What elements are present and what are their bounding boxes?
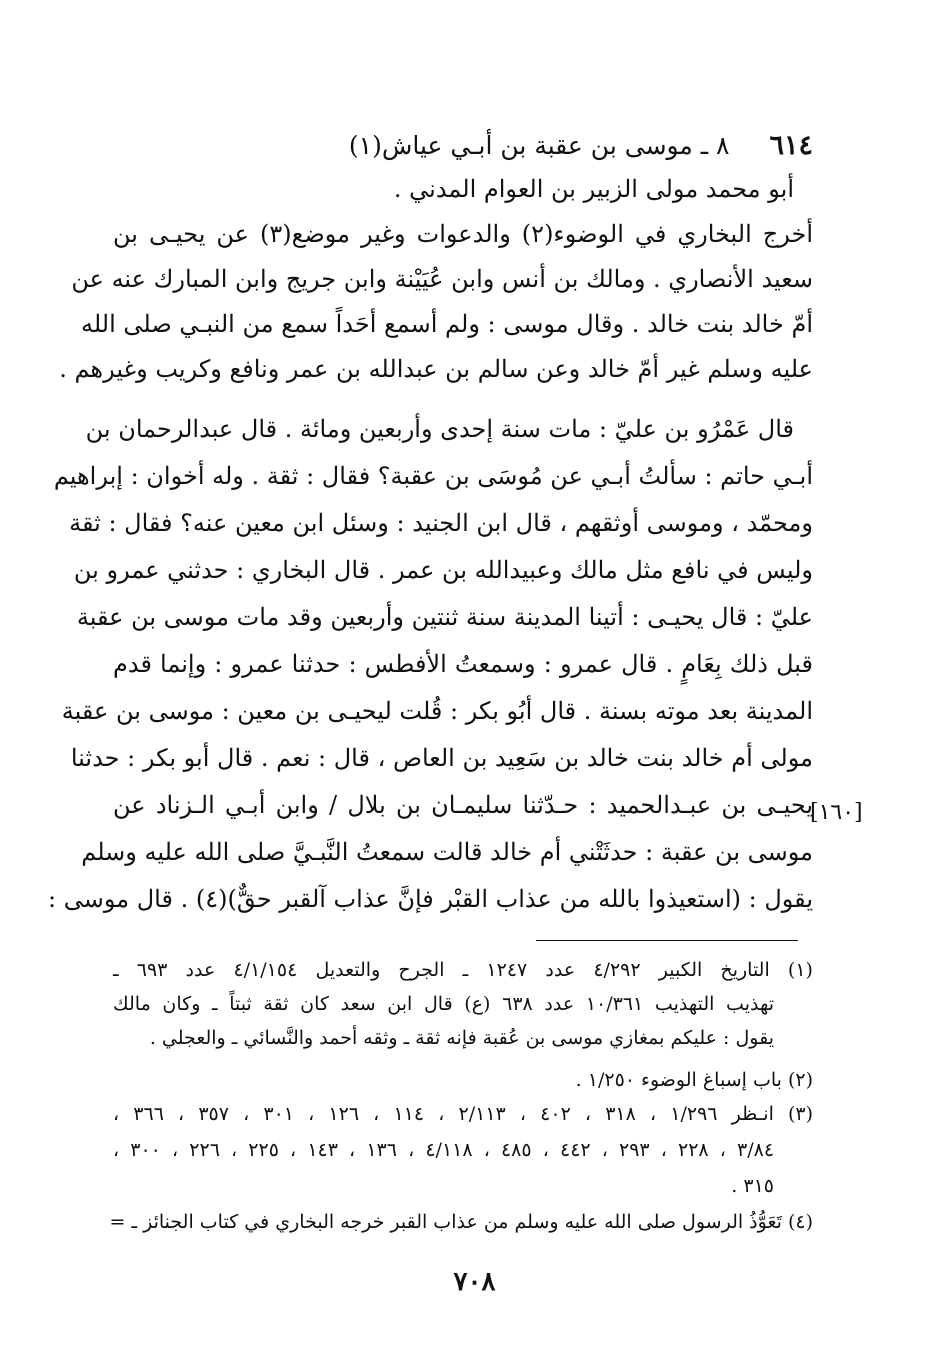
- body-line: يحيـى بن عبـدالحميد : حـدّثنا سليمـان بن بلال / وابن أبـي الـزناد عن: [113, 791, 813, 819]
- body-line: قال عَمْرُو بن عليّ : مات سنة إحدى وأربعين ومائة . قال عبدالرحمان بن: [85, 415, 794, 443]
- body-line: مولى أم خالد بنت خالد بن سَعِيد بن العاص ، قال : نعم . قال أبو بكر : حدثنا: [70, 744, 813, 772]
- body-line: المدينة بعد موته بسنة . قال أبُو بكر : قُلت ليحيـى بن معين : موسى بن عقبة: [61, 697, 813, 725]
- body-line: عليّ : قال يحيـى : أتينا المدينة سنة ثنتين وأربعين وقد مات موسى بن عقبة: [76, 603, 813, 631]
- footnote-line: تهذيب التهذيب ١٠/٣٦١ عدد ٦٣٨ (ع) قال ابن سعد كان ثقة ثبتاً ـ وكان مالك: [113, 993, 774, 1015]
- footnote-line: (١) التاريخ الكبير ٤/٢٩٢ عدد ١٢٤٧ ـ الجرح والتعديل ٤/١/١٥٤ عدد ٦٩٣ ـ: [113, 959, 813, 981]
- footnote-line: (٣) انـظر ١/٢٩٦ ، ٣١٨ ، ٤٠٢ ، ٢/١١٣ ، ١١٤ ، ١٢٦ ، ٣٠١ ، ٣٥٧ ، ٣٦٦ ،: [113, 1103, 814, 1125]
- body-line: سعيد الأنصاري . ومالك بن أنس وابن عُيَيْنة وابن جريج وابن المبارك عنه عن: [71, 265, 813, 293]
- body-line: أبو محمد مولى الزبير بن العوام المدني .: [393, 175, 794, 203]
- body-line: أخرج البخاري في الوضوء(٢) والدعوات وغير موضع(٣) عن يحيـى بن: [113, 220, 813, 248]
- footnote-line: ٣/٨٤ ، ٢٢٨ ، ٢٩٣ ، ٤٤٢ ، ٤٨٥ ، ٤/١١٨ ، ١٣٦ ، ١٤٣ ، ٢٢٥ ، ٢٢٦ ، ٣٠٠ ،: [113, 1139, 775, 1161]
- body-line: ومحمّد ، وموسى أوثقهم ، قال ابن الجنيد : وسئل ابن معين عنه؟ فقال : ثقة: [69, 509, 813, 537]
- body-line: يقول : (استعيذوا بالله من عذاب القبْر فإنَّ عذاب آلقبر حقٌّ)(٤) . قال موسى :: [48, 885, 813, 913]
- body-line: أبـي حاتم : سألتُ أبـي عن مُوسَى بن عقبة؟ فقال : ثقة . وله أخوان : إبراهيم: [53, 462, 813, 490]
- footnote-line: يقول : عليكم بمغازي موسى بن عُقبة فإنه ثقة ـ وثقه أحمد والنَّسائي ـ والعجلي .: [149, 1027, 774, 1049]
- body-line: وليس في نافع مثل مالك وعبيدالله بن عمر . قال البخاري : حدثني عمرو بن: [73, 556, 813, 584]
- body-line: أمّ خالد بنت خالد . وقال موسى : ولم أسمع أحَداً سمع من النبـي صلى الله: [80, 310, 813, 338]
- body-line: قبل ذلك بِعَامٍ . قال عمرو : وسمعتُ الأفطس : حدثنا عمرو : وإنما قدم: [113, 650, 813, 678]
- entry-heading: [113, 126, 813, 166]
- footnote-line: ٣١٥ .: [731, 1175, 774, 1197]
- page-number: ٧٠٨: [453, 1267, 496, 1297]
- body-line: عليه وسلم غير أمّ خالد وعن سالم بن عبدالله بن عمر ونافع وكريب وغيرهم .: [59, 355, 813, 383]
- entry-number: ٦١٤: [769, 130, 813, 161]
- footnote-line: (٤) تَعَوُّذُ الرسول صلى الله عليه وسلم من عذاب القبر خرجه البخاري في كتاب الجنائز ـ =: [109, 1211, 813, 1233]
- margin-page-marker: [١٦٠]: [810, 800, 863, 825]
- entry-title: ٨ ـ موسى بن عقبة بن أبـي عياش(١): [348, 131, 730, 160]
- body-line: موسى بن عقبة : حدثَتْني أم خالد قالت سمعتُ النَّبـيَّ صلى الله عليه وسلم: [81, 838, 813, 866]
- footnote-divider: [536, 940, 798, 941]
- footnote-line: (٢) باب إسباغ الوضوء ١/٢٥٠ .: [575, 1069, 813, 1091]
